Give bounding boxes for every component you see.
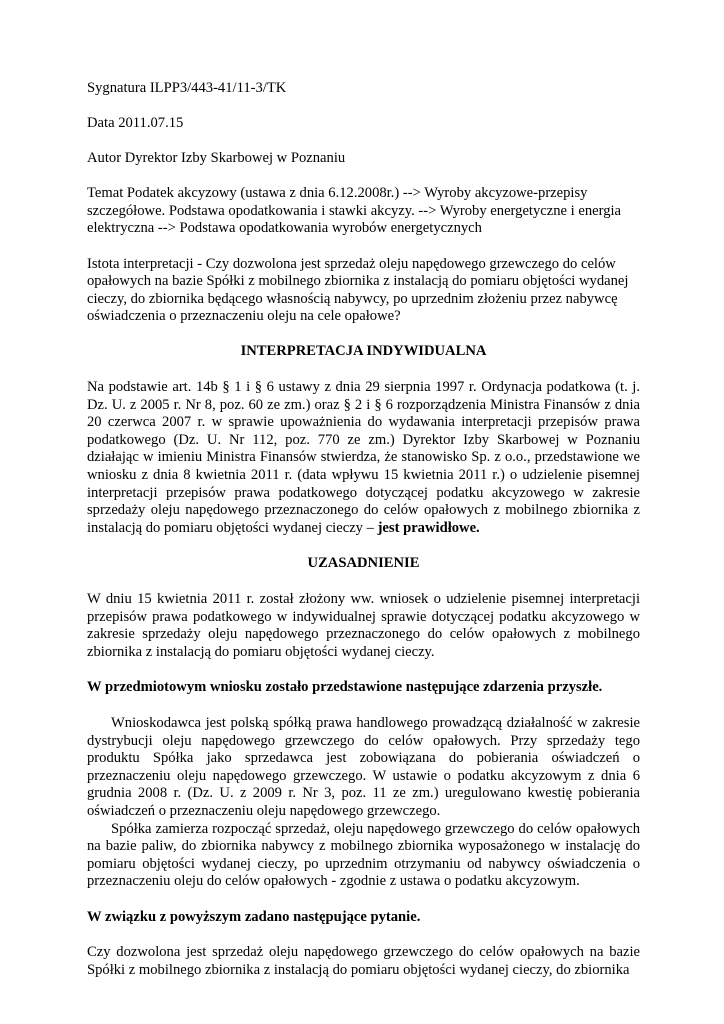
author-line: Autor Dyrektor Izby Skarbowej w Poznaniu bbox=[87, 150, 346, 167]
interpretation-paragraph bbox=[87, 379, 640, 537]
interpretation-heading: INTERPRETACJA INDYWIDUALNA bbox=[240, 343, 487, 360]
essence-paragraph: Istota interpretacji - Czy dozwolona jest sprzedaż oleju napędowego grzewczego do celów opałowych na bazie Spółki z mobilnego zbiornika z instalacją do pomiaru objętości wydanej cieczy, do zbiornika będącego własnością nabywcy, po uprzednim złożeniu przez nabywcę oświadczenia o przeznaczeniu oleju na cele opałowe? bbox=[87, 255, 629, 325]
subject-paragraph: Temat Podatek akcyzowy (ustawa z dnia 6.12.2008r.) --> Wyroby akcyzowe-przepisy szczegółowe. Podstawa opodatkowania i stawki akcyzy. --> Wyroby energetyczne i energia elektryczna --> Podstawa opodatkowania wyrobów energetycznych bbox=[87, 185, 622, 237]
date-line: Data 2011.07.15 bbox=[87, 115, 184, 132]
question-paragraph: Czy dozwolona jest sprzedaż oleju napędowego grzewczego do celów opałowych na bazie Spółki z mobilnego zbiornika z instalacją do pomiaru objętości wydanej cieczy, do zbiornika bbox=[87, 944, 640, 979]
question-heading: W związku z powyższym zadano następujące pytanie. bbox=[87, 908, 421, 925]
justification-heading: UZASADNIENIE bbox=[307, 555, 420, 572]
interpretation-text: Na podstawie art. 14b § 1 i § 6 ustawy z dnia 29 sierpnia 1997 r. Ordynacja podatkowa (t. j. Dz. U. z 2005 r. Nr 8, poz. 60 ze zm.) oraz § 2 i § 6 rozporządzenia Ministra Finansów z dnia 20 czerwca 2007 r. w sprawie upoważnienia do wydawania interpretacji przepisów prawa podatkowego (Dz. U. Nr 112, poz. 770 ze zm.) Dyrektor Izby Skarbowej w Poznaniu działając w imieniu Ministra Finansów stwierdza, że stanowisko Sp. z o.o., przedstawione we wniosku z dnia 8 kwietnia 2011 r. (data wpływu 15 kwietnia 2011 r.) o udzielenie pisemnej interpretacji przepisów prawa podatkowego dotyczącej podatku akcyzowego w zakresie sprzedaży oleju napędowego przeznaczonego do celów opałowych z mobilnego zbiornika z instalacją do pomiaru objętości wydanej cieczy – bbox=[87, 379, 640, 536]
interpretation-verdict: jest prawidłowe. bbox=[377, 519, 480, 536]
justification-paragraph: W dniu 15 kwietnia 2011 r. został złożony ww. wniosek o udzielenie pisemnej interpretacji przepisów prawa podatkowego w indywidualnej sprawie dotyczącej podatku akcyzowego w zakresie sprzedaży oleju napędowego przeznaczonego do celów opałowych z mobilnego zbiornika z instalacją do pomiaru objętości wydanej cieczy. bbox=[87, 590, 640, 660]
future-events-paragraph-2: Spółka zamierza rozpocząć sprzedaż, oleju napędowego grzewczego do celów opałowych na bazie paliw, do zbiornika nabywcy z mobilnego zbiornika wyposażonego w instalację do pomiaru objętości wydanej cieczy, po uprzednim otrzymaniu od nabywcy oświadczenia o przeznaczeniu oleju do celów opałowych - zgodnie z ustawa o podatku akcyzowym. bbox=[87, 820, 640, 890]
document-page bbox=[87, 80, 640, 980]
future-events-heading: W przedmiotowym wniosku zostało przedstawione następujące zdarzenia przyszłe. bbox=[87, 679, 603, 696]
future-events-paragraph-1: Wnioskodawca jest polską spółką prawa handlowego prowadzącą działalność w zakresie dystrybucji oleju napędowego grzewczego do celów opałowych. Przy sprzedaży tego produktu Spółka jako sprzedawca jest zobowiązana do pobierania oświadczeń o przeznaczeniu oleju napędowego grzewczego. W ustawie o podatku akcyzowym z dnia 6 grudnia 2008 r. (Dz. U. z 2009 r. Nr 3, poz. 11 ze zm.) uregulowano kwestię pobierania oświadczeń o przeznaczeniu oleju napędowego grzewczego. bbox=[87, 714, 640, 819]
signature-line: Sygnatura ILPP3/443-41/11-3/TK bbox=[87, 80, 287, 96]
